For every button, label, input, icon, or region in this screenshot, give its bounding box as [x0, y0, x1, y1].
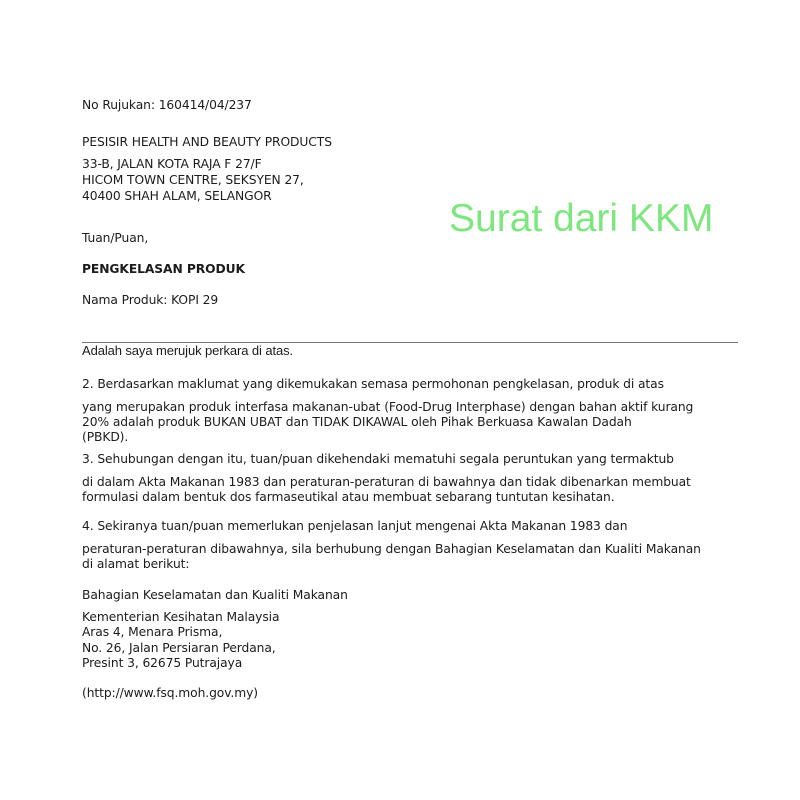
- product-name: Nama Produk: KOPI 29: [82, 293, 219, 307]
- reference-number: No Rujukan: 160414/04/237: [82, 98, 252, 112]
- paragraph-3-line-2: di dalam Akta Makanan 1983 dan peraturan-peraturan di bawahnya dan tidak dibenarkan membuat: [82, 475, 691, 489]
- paragraph-2-line-2: yang merupakan produk interfasa makanan-ubat (Food-Drug Interphase) dengan bahan aktif kurang: [82, 400, 694, 414]
- paragraph-2-line-1: 2. Berdasarkan maklumat yang dikemukakan semasa permohonan pengkelasan, produk di atas: [82, 377, 664, 391]
- contact-division: Bahagian Keselamatan dan Kualiti Makanan: [82, 588, 348, 602]
- contact-address-line-2: Aras 4, Menara Prisma,: [82, 625, 223, 639]
- contact-address-line-4: Presint 3, 62675 Putrajaya: [82, 656, 243, 670]
- paragraph-3-line-3: formulasi dalam bentuk dos farmaseutikal atau membuat sebarang tuntutan kesihatan.: [82, 490, 615, 504]
- subject-heading: PENGKELASAN PRODUK: [82, 262, 245, 276]
- contact-website: (http://www.fsq.moh.gov.my): [82, 686, 258, 700]
- paragraph-2-line-3: 20% adalah produk BUKAN UBAT dan TIDAK DIKAWAL oleh Pihak Berkuasa Kawalan Dadah: [82, 415, 632, 429]
- paragraph-4-line-3: di alamat berikut:: [82, 557, 190, 571]
- contact-address-line-3: No. 26, Jalan Persiaran Perdana,: [82, 641, 276, 655]
- recipient-address-line-1: 33-B, JALAN KOTA RAJA F 27/F: [82, 157, 262, 171]
- recipient-company: PESISIR HEALTH AND BEAUTY PRODUCTS: [82, 135, 332, 149]
- paragraph-2-line-4: (PBKD).: [82, 430, 129, 444]
- recipient-address-line-2: HICOM TOWN CENTRE, SEKSYEN 27,: [82, 173, 304, 187]
- salutation: Tuan/Puan,: [82, 231, 149, 245]
- paragraph-3-line-1: 3. Sehubungan dengan itu, tuan/puan dikehendaki mematuhi segala peruntukan yang termaktub: [82, 452, 674, 466]
- contact-address-line-1: Kementerian Kesihatan Malaysia: [82, 610, 280, 624]
- paragraph-4-line-1: 4. Sekiranya tuan/puan memerlukan penjelasan lanjut mengenai Akta Makanan 1983 dan: [82, 519, 628, 533]
- recipient-address-line-3: 40400 SHAH ALAM, SELANGOR: [82, 189, 272, 203]
- opening-line: Adalah saya merujuk perkara di atas.: [82, 343, 294, 358]
- watermark-label: Surat dari KKM: [449, 197, 714, 240]
- paragraph-4-line-2: peraturan-peraturan dibawahnya, sila berhubung dengan Bahagian Keselamatan dan Kualiti Makanan: [82, 542, 701, 556]
